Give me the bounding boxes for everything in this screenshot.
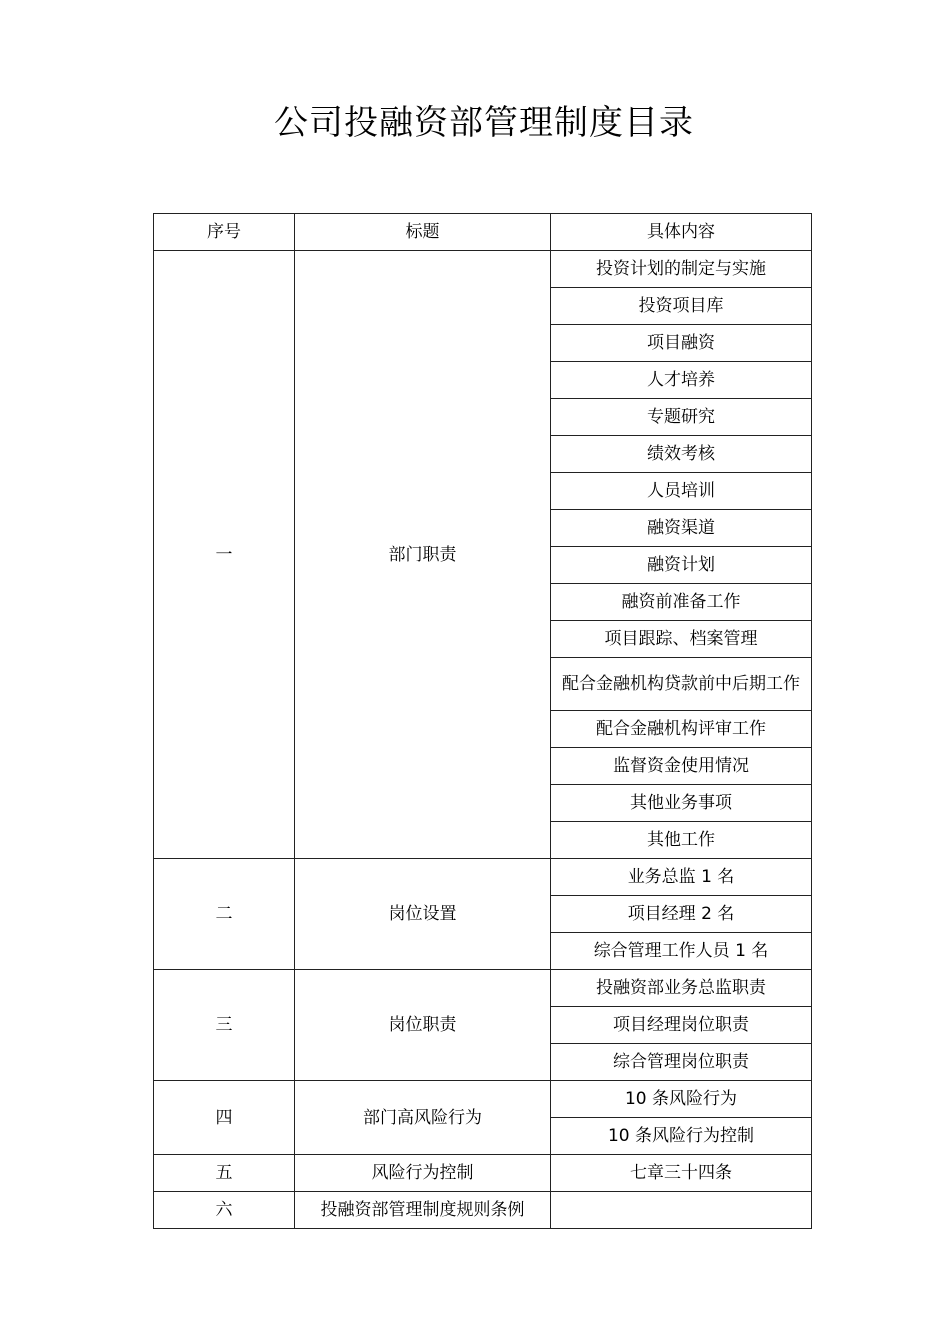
- section-title: 投融资部管理制度规则条例: [295, 1192, 551, 1229]
- content-item: 融资渠道: [551, 510, 812, 547]
- content-item: 10 条风险行为控制: [551, 1118, 812, 1155]
- content-item: 监督资金使用情况: [551, 748, 812, 785]
- content-item: 业务总监 1 名: [551, 859, 812, 896]
- header-title: 标题: [295, 214, 551, 251]
- content-item: 投资项目库: [551, 288, 812, 325]
- table-row: [154, 1192, 812, 1229]
- section-number: 三: [154, 970, 295, 1081]
- content-item: 七章三十四条: [551, 1155, 812, 1192]
- section-number: 二: [154, 859, 295, 970]
- content-item: 10 条风险行为: [551, 1081, 812, 1118]
- content-item: 投资计划的制定与实施: [551, 251, 812, 288]
- content-item: 人才培养: [551, 362, 812, 399]
- header-content: 具体内容: [551, 214, 812, 251]
- content-item: 项目跟踪、档案管理: [551, 621, 812, 658]
- table-row: [154, 970, 812, 1007]
- table-row: [154, 859, 812, 896]
- section-title: 岗位设置: [295, 859, 551, 970]
- content-item: 其他工作: [551, 822, 812, 859]
- content-item: 项目融资: [551, 325, 812, 362]
- content-item: 专题研究: [551, 399, 812, 436]
- document-title: 公司投融资部管理制度目录: [274, 103, 694, 143]
- table-row: [154, 1081, 812, 1118]
- content-item: 融资计划: [551, 547, 812, 584]
- directory-table: [153, 213, 812, 1229]
- content-item: 融资前准备工作: [551, 584, 812, 621]
- section-number: 六: [154, 1192, 295, 1229]
- content-item: 配合金融机构评审工作: [551, 711, 812, 748]
- content-item: 人员培训: [551, 473, 812, 510]
- section-number: 一: [154, 251, 295, 859]
- content-item: 综合管理工作人员 1 名: [551, 933, 812, 970]
- section-number: 五: [154, 1155, 295, 1192]
- table-row: [154, 251, 812, 288]
- content-item: 项目经理 2 名: [551, 896, 812, 933]
- table-body: [154, 251, 812, 1229]
- header-number: 序号: [154, 214, 295, 251]
- content-item: 配合金融机构贷款前中后期工作: [551, 658, 812, 711]
- content-item: [551, 1192, 812, 1229]
- table-row: [154, 1155, 812, 1192]
- section-title: 风险行为控制: [295, 1155, 551, 1192]
- section-number: 四: [154, 1081, 295, 1155]
- content-item: 其他业务事项: [551, 785, 812, 822]
- content-item: 投融资部业务总监职责: [551, 970, 812, 1007]
- section-title: 部门高风险行为: [295, 1081, 551, 1155]
- content-item: 项目经理岗位职责: [551, 1007, 812, 1044]
- section-title: 部门职责: [295, 251, 551, 859]
- section-title: 岗位职责: [295, 970, 551, 1081]
- content-item: 绩效考核: [551, 436, 812, 473]
- content-item: 综合管理岗位职责: [551, 1044, 812, 1081]
- table-header-row: [154, 214, 812, 251]
